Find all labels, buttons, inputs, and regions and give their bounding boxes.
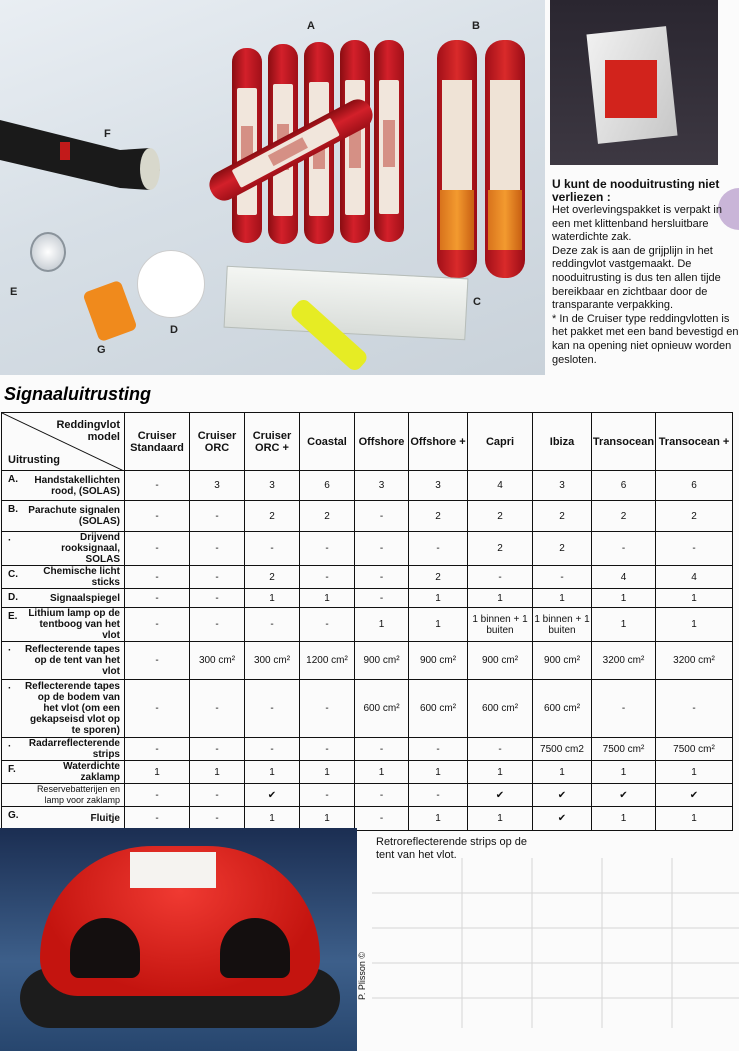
table-cell: - (245, 680, 300, 738)
table-cell: - (125, 501, 190, 532)
table-cell: - (300, 608, 355, 642)
side-line: reddingvlot vastgemaakt. De (552, 258, 692, 271)
row-letter: F. (8, 764, 16, 775)
row-label: Chemische licht sticks (43, 566, 120, 588)
table-cell: 600 cm² (533, 680, 592, 738)
whistle (82, 280, 137, 343)
table-cell: 7500 cm² (656, 738, 733, 761)
table-row (2, 589, 733, 608)
side-line: kan na opening niet opnieuw worden (552, 339, 732, 352)
liferaft-photo (0, 828, 357, 1051)
table-cell: - (190, 784, 245, 807)
table-cell: 1 (656, 589, 733, 608)
table-cell: 2 (468, 501, 533, 532)
table-cell: - (592, 680, 656, 738)
label-e: E (10, 286, 18, 298)
table-cell: - (125, 784, 190, 807)
survival-pack-photo (550, 0, 718, 165)
row-label: Radarreflecterende strips (28, 738, 120, 760)
equipment-photo (0, 0, 545, 375)
side-line: transparante verpakking. (552, 299, 674, 312)
signal-mirror (137, 250, 205, 318)
table-cell: 1 (409, 608, 468, 642)
table-cell: - (190, 608, 245, 642)
table-cell: - (125, 642, 190, 680)
table-cell: 3200 cm² (592, 642, 656, 680)
table-cell: 300 cm² (190, 642, 245, 680)
table-cell: - (190, 501, 245, 532)
table-row (2, 807, 733, 831)
side-line: Het overlevingspakket is verpakt in (552, 204, 722, 216)
table-cell: 1 (533, 589, 592, 608)
row-label-cell (2, 566, 125, 589)
side-line: nooduitrusting is dus ten allen tijde (552, 271, 721, 284)
row-label-cell (2, 501, 125, 532)
table-cell: - (355, 589, 409, 608)
side-line: * In de Cruiser type reddingvlotten is (552, 312, 730, 325)
table-cell: 1 (355, 608, 409, 642)
parachute-signal (485, 40, 525, 278)
column-header: Transocean + (656, 413, 733, 471)
side-line: waterdichte zak. (552, 231, 632, 244)
table-cell: 6 (656, 471, 733, 501)
table-cell: 1 (409, 761, 468, 784)
label-b: B (472, 20, 480, 32)
table-cell: 2 (300, 501, 355, 532)
table-cell: - (656, 680, 733, 738)
table-cell: - (190, 589, 245, 608)
row-label: Fluitje (90, 813, 120, 824)
table-cell: 1 (468, 761, 533, 784)
side-line: bereikbaar en zichtbaar door de (552, 285, 708, 298)
table-cell: 2 (468, 532, 533, 566)
table-cell: 1 (409, 807, 468, 831)
corner-cell (2, 413, 125, 471)
table-cell: - (355, 807, 409, 831)
table-row (2, 566, 733, 589)
row-label: Lithium lamp op de tentboog van het vlot (28, 608, 120, 641)
table-row (2, 532, 733, 566)
table-cell: 2 (533, 501, 592, 532)
row-label-cell (2, 642, 125, 680)
table-cell: ✔ (533, 784, 592, 807)
table-cell: 3 (245, 471, 300, 501)
table-cell: - (300, 784, 355, 807)
label-a: A (307, 20, 315, 32)
label-g: G (97, 344, 106, 356)
column-header: Capri (468, 413, 533, 471)
label-f: F (104, 128, 111, 140)
table-cell: 1 (656, 807, 733, 831)
row-label-cell (2, 761, 125, 784)
table-cell: 1 (245, 807, 300, 831)
table-cell: 600 cm² (468, 680, 533, 738)
column-header: Offshore + (409, 413, 468, 471)
row-label: Waterdichte zaklamp (63, 761, 120, 783)
table-cell: 1 (245, 761, 300, 784)
light-sticks-pack (224, 266, 469, 341)
column-header: Cruiser Standaard (125, 413, 190, 471)
table-cell: - (355, 738, 409, 761)
table-cell: - (409, 784, 468, 807)
table-cell: 1 (592, 807, 656, 831)
table-cell: 1 (592, 589, 656, 608)
table-cell: 900 cm² (355, 642, 409, 680)
show-through-table (372, 858, 739, 1048)
hand-flare (232, 48, 262, 243)
table-cell: - (125, 738, 190, 761)
table-cell: - (245, 608, 300, 642)
table-cell: - (245, 738, 300, 761)
column-header: Offshore (355, 413, 409, 471)
table-cell: - (125, 807, 190, 831)
section-title: Signaaluitrusting (4, 384, 152, 404)
table-cell: - (190, 566, 245, 589)
table-cell: 1 (300, 807, 355, 831)
table-cell: 7500 cm² (592, 738, 656, 761)
row-letter: · (8, 535, 12, 546)
row-label: Drijvend rooksignaal, SOLAS (61, 532, 120, 565)
table-cell: ✔ (656, 784, 733, 807)
table-cell: 7500 cm2 (533, 738, 592, 761)
lithium-lamp (30, 232, 66, 272)
table-row (2, 761, 733, 784)
table-cell: ✔ (468, 784, 533, 807)
table-row (2, 608, 733, 642)
row-letter: B. (8, 504, 18, 515)
row-label-cell (2, 807, 125, 831)
table-cell: 900 cm² (409, 642, 468, 680)
table-cell: - (125, 532, 190, 566)
raft-caption: Retroreflecterende strips op de tent van het vlot. (376, 836, 528, 861)
table-cell: 300 cm² (245, 642, 300, 680)
table-cell: - (592, 532, 656, 566)
table-row (2, 471, 733, 501)
table-cell: - (125, 680, 190, 738)
row-letter: C. (8, 569, 18, 580)
table-cell: ✔ (592, 784, 656, 807)
table-row (2, 642, 733, 680)
table-cell: 600 cm² (355, 680, 409, 738)
table-cell: - (355, 501, 409, 532)
table-cell: - (245, 532, 300, 566)
hand-flare (340, 40, 370, 243)
table-row (2, 738, 733, 761)
table-cell: 4 (592, 566, 656, 589)
table-cell: 2 (533, 532, 592, 566)
row-label-cell (2, 738, 125, 761)
table-cell: - (409, 738, 468, 761)
side-line: gesloten. (552, 353, 597, 366)
row-label: Reflecterende tapes op de bodem van het vlot (om een gekapseisd vlot op te sporen) (24, 681, 120, 736)
table-cell: - (355, 784, 409, 807)
table-cell: 3 (355, 471, 409, 501)
row-label: Parachute signalen (SOLAS) (28, 505, 120, 527)
table-cell: 1 (656, 761, 733, 784)
table-cell: - (125, 589, 190, 608)
table-cell: 1 (190, 761, 245, 784)
table-cell: - (190, 738, 245, 761)
column-header: Coastal (300, 413, 355, 471)
table-cell: - (125, 471, 190, 501)
table-cell: - (468, 738, 533, 761)
table-cell: 900 cm² (468, 642, 533, 680)
table-cell: 900 cm² (533, 642, 592, 680)
row-letter: · (8, 683, 12, 694)
table-cell: 4 (468, 471, 533, 501)
table-cell: - (409, 532, 468, 566)
row-label: Reflecterende tapes op de tent van het vlot (24, 644, 120, 677)
row-letter: A. (8, 474, 18, 485)
table-cell: 1 (300, 589, 355, 608)
side-text-block (552, 178, 739, 367)
photo-credit: P. Plisson © (357, 952, 367, 1000)
row-label-cell (2, 471, 125, 501)
table-cell: 3 (533, 471, 592, 501)
table-cell: 1 (592, 608, 656, 642)
table-cell: - (656, 532, 733, 566)
table-cell: - (355, 566, 409, 589)
table-cell: 1 (656, 608, 733, 642)
side-line: het pakket met een band bevestigd en (552, 326, 739, 339)
side-title: U kunt de nooduitrusting niet verliezen : (552, 177, 720, 204)
table-cell: 2 (409, 566, 468, 589)
corner-top-label: Reddingvlot model (56, 419, 120, 443)
row-letter: D. (8, 592, 18, 603)
table-cell: 4 (656, 566, 733, 589)
table-cell: - (300, 680, 355, 738)
table-cell: 6 (300, 471, 355, 501)
table-cell: 1 (592, 761, 656, 784)
equipment-table (1, 412, 733, 831)
corner-bottom-label: Uitrusting (8, 454, 60, 466)
column-header: Transocean (592, 413, 656, 471)
table-cell: - (190, 680, 245, 738)
table-cell: ✔ (533, 807, 592, 831)
column-header: Cruiser ORC (190, 413, 245, 471)
row-letter: G. (8, 810, 19, 821)
row-letter: E. (8, 611, 18, 622)
table-cell: - (125, 566, 190, 589)
table-cell: 3 (190, 471, 245, 501)
column-header: Cruiser ORC + (245, 413, 300, 471)
row-label: Reservebatterijen en lamp voor zaklamp (36, 784, 120, 805)
table-cell: 2 (245, 566, 300, 589)
column-header: Ibiza (533, 413, 592, 471)
table-cell: - (355, 532, 409, 566)
side-line: een met klittenband hersluitbare (552, 217, 709, 230)
table-body (2, 471, 733, 831)
pack-contents (605, 60, 657, 118)
table-cell: - (190, 532, 245, 566)
table-cell: 1200 cm² (300, 642, 355, 680)
table-cell: 1 (533, 761, 592, 784)
table-cell: 2 (592, 501, 656, 532)
table-cell: 2 (656, 501, 733, 532)
table-cell: 1 (300, 761, 355, 784)
row-label-cell (2, 680, 125, 738)
table-cell: 1 (409, 589, 468, 608)
table-cell: 2 (245, 501, 300, 532)
hand-flare (374, 40, 404, 242)
table-cell: 6 (592, 471, 656, 501)
table-cell: - (300, 566, 355, 589)
parachute-signal (437, 40, 477, 278)
raft-patch (130, 852, 216, 888)
table-cell: 1 (125, 761, 190, 784)
table-cell: - (125, 608, 190, 642)
table-cell: 1 (468, 807, 533, 831)
row-label: Signaalspiegel (49, 592, 120, 604)
table-row (2, 784, 733, 807)
label-c: C (473, 296, 481, 308)
row-label-cell (2, 532, 125, 566)
table-cell: - (300, 738, 355, 761)
table-cell: 1 (468, 589, 533, 608)
table-cell: 3 (409, 471, 468, 501)
row-label-cell (2, 784, 125, 807)
table-cell: - (190, 807, 245, 831)
table-header-row (2, 413, 733, 471)
table-cell: - (468, 566, 533, 589)
table-cell: - (300, 532, 355, 566)
table-cell: 1 (355, 761, 409, 784)
row-label: Handstakellichten rood, (SOLAS) (34, 474, 120, 497)
table-row (2, 680, 733, 738)
row-label-cell (2, 608, 125, 642)
table-cell: 1 binnen + 1 buiten (533, 608, 592, 642)
row-letter: · (8, 741, 12, 752)
label-d: D (170, 324, 178, 336)
table-cell: 1 (245, 589, 300, 608)
table-cell: 3200 cm² (656, 642, 733, 680)
side-line: Deze zak is aan de grijplijn in het (552, 244, 713, 257)
table-cell: 600 cm² (409, 680, 468, 738)
table-cell: ✔ (245, 784, 300, 807)
table-cell: 1 binnen + 1 buiten (468, 608, 533, 642)
row-letter: · (8, 645, 12, 656)
flashlight (0, 120, 160, 190)
table-cell: 2 (409, 501, 468, 532)
row-label-cell (2, 589, 125, 608)
table-cell: - (533, 566, 592, 589)
table-row (2, 501, 733, 532)
